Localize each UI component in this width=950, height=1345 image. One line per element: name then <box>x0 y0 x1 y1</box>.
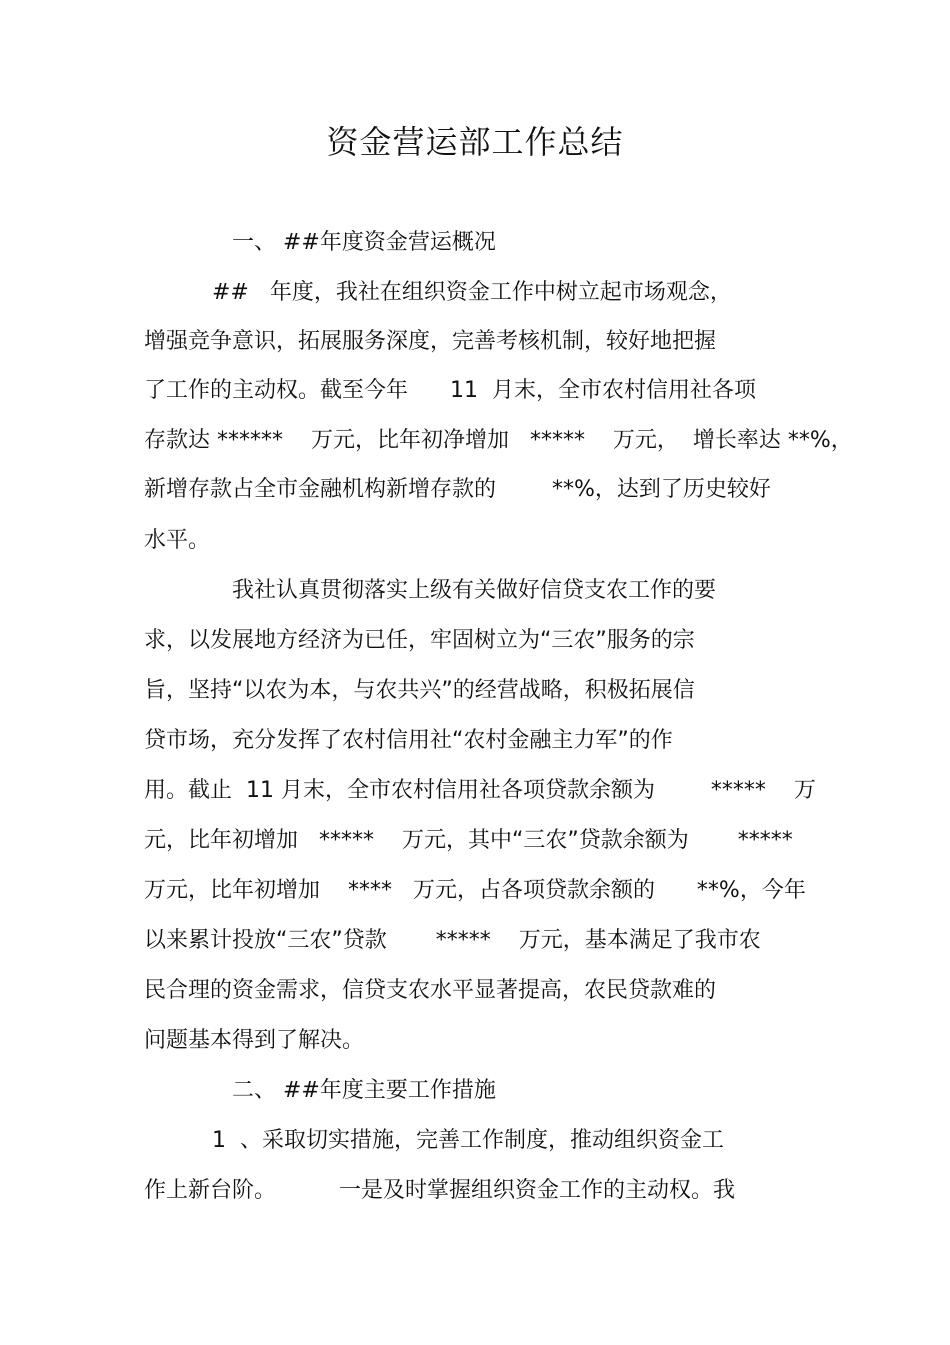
section-heading-1: 一、 ##年度资金营运概况 <box>232 230 496 255</box>
paragraph-line: 我社认真贯彻落实上级有关做好信贷支农工作的要 <box>232 578 717 603</box>
paragraph-line: 用。截止 11 月末，全市农村信用社各项贷款余额为 ***** 万 <box>144 778 816 803</box>
page-title: 资金营运部工作总结 <box>326 123 624 161</box>
paragraph-line: 1 、采取切实措施，完善工作制度，推动组织资金工 <box>212 1128 724 1153</box>
paragraph-line: ## 年度，我社在组织资金工作中树立起市场观念， <box>212 280 732 305</box>
paragraph-line: 贷市场，充分发挥了农村信用社“农村金融主力军”的作 <box>144 728 673 753</box>
paragraph-line: 万元，比年初增加 **** 万元，占各项贷款余额的 **%，今年 <box>144 878 806 903</box>
paragraph-line: 存款达 ****** 万元，比年初净增加 ***** 万元， 增长率达 **%， <box>144 428 853 453</box>
paragraph-line: 新增存款占全市金融机构新增存款的 **%，达到了历史较好 <box>144 477 771 502</box>
paragraph-line: 作上新台阶。 一是及时掌握组织资金工作的主动权。我 <box>144 1178 735 1203</box>
paragraph-line: 民合理的资金需求，信贷支农水平显著提高，农民贷款难的 <box>144 978 717 1003</box>
paragraph-line: 元，比年初增加 ***** 万元，其中“三农”贷款余额为 ***** <box>144 828 793 853</box>
paragraph-line: 了工作的主动权。截至今年 11 月末，全市农村信用社各项 <box>144 378 756 403</box>
paragraph-line: 求，以发展地方经济为已任，牢固树立为“三农”服务的宗 <box>144 628 695 653</box>
paragraph-line: 问题基本得到了解决。 <box>144 1028 365 1053</box>
section-heading-2: 二、 ##年度主要工作措施 <box>232 1078 496 1103</box>
paragraph-line: 水平。 <box>144 528 211 553</box>
paragraph-line: 旨，坚持“以农为本，与农共兴”的经营战略，积极拓展信 <box>144 678 695 703</box>
paragraph-line: 增强竞争意识，拓展服务深度，完善考核机制，较好地把握 <box>144 329 717 354</box>
paragraph-line: 以来累计投放“三农”贷款 ***** 万元，基本满足了我市农 <box>144 928 761 953</box>
